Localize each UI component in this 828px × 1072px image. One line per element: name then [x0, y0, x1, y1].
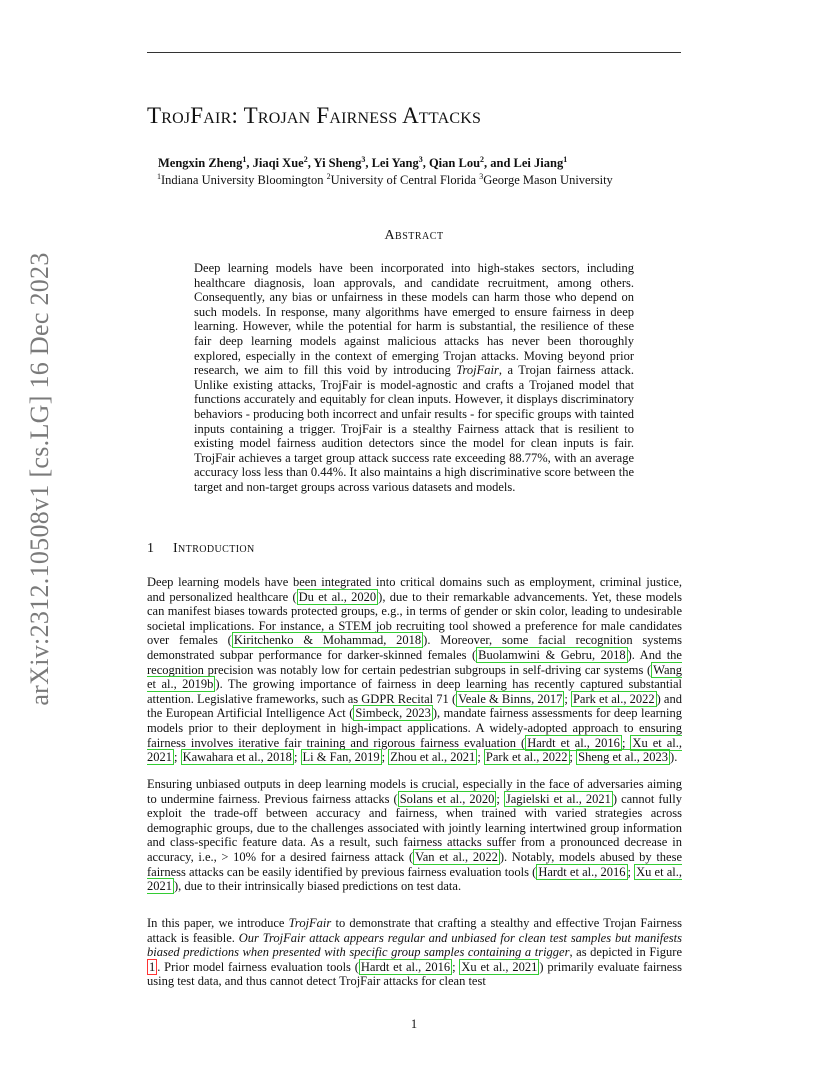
- author-separator: ,: [365, 156, 372, 170]
- author-name: Lei Jiang: [513, 156, 564, 170]
- text-run: In this paper, we introduce: [147, 916, 289, 930]
- author-affiliation-mark: 1: [563, 154, 568, 164]
- citation-link[interactable]: Xu et al., 2021: [461, 959, 538, 974]
- emphasis-text: TrojFair: [288, 916, 332, 930]
- citation-link[interactable]: Hardt et al., 2016: [527, 735, 620, 750]
- text-run: . Prior model fairness evaluation tools (: [157, 959, 359, 974]
- author-name: Yi Sheng: [313, 156, 362, 170]
- author-separator: ,: [422, 156, 429, 170]
- text-run: ;: [452, 959, 460, 974]
- text-run: ). Notably, models abused by these fairness attacks can be easily identified by previous fairness evaluation tools (: [147, 849, 683, 879]
- text-run: ;: [477, 750, 484, 765]
- text-run: ;: [627, 864, 635, 879]
- text-run: , as depicted in Figure: [569, 945, 682, 960]
- citation-link[interactable]: Solans et al., 2020: [399, 791, 495, 806]
- text-run: Deep learning models have been incorporated into high-stakes sectors, including healthcare diagnosis, loan approvals, and candidate recruitment, among others. Consequently, any bias or unfairness in these models can harm those who depend on such models. In response, many algorithms have emerged to ensure fairness in deep learning. However, while the potential for harm is substantial, the resilience of these fair deep learning models against malicious attacks has never been thoroughly explored, especially in the context of emerging Trojan attacks. Moving beyond prior research, we aim to fill this void by introducing: [194, 261, 634, 378]
- section-title: Introduction: [173, 541, 255, 556]
- text-run: ), mandate fairness assessments for deep learning models prior to their deployment in high-impact applications. A widely-adopted approach to ensuring fairness involves iterative fair training and rigorous fairness evaluation (: [147, 706, 683, 750]
- citation-link[interactable]: Wang et al., 2019b: [147, 662, 682, 692]
- paragraph: [147, 916, 682, 989]
- text-run: ;: [564, 691, 571, 706]
- citation-link[interactable]: Veale & Binns, 2017: [458, 691, 563, 706]
- text-run: ) and the European Artificial Intelligence Act (: [147, 691, 682, 721]
- paper-title: TrojFair: Trojan Fairness Attacks: [147, 103, 482, 128]
- paragraph: [147, 777, 682, 894]
- citation-link[interactable]: Xu et al., 2021: [147, 735, 682, 765]
- affiliation-name: University of Central Florida: [330, 173, 480, 187]
- text-run: Ensuring unbiased outputs in deep learning models is crucial, especially in the face of adversaries aiming to undermine fairness. Previous fairness attacks (: [147, 777, 682, 806]
- text-run: ;: [174, 750, 181, 765]
- citation-link[interactable]: Park et al., 2022: [572, 691, 655, 706]
- affiliation-mark: 3: [479, 171, 484, 181]
- abstract-heading: Abstract: [384, 228, 444, 243]
- author-affiliation-mark: 3: [361, 154, 366, 164]
- section-heading: [147, 541, 255, 557]
- citation-link[interactable]: Hardt et al., 2016: [538, 864, 626, 879]
- text-run: ;: [496, 791, 504, 806]
- text-run: , a Trojan fairness attack. Unlike existing attacks, TrojFair is model-agnostic and crafts a Trojaned model that functions accurately and equitably for clean inputs. However, it displays discriminatory behaviors - producing both incorrect and unfair results - for specific groups with tainted inputs containing a trigger. TrojFair is a stealthy Fairness attack that is resilient to existing model fairness audition detectors since the model for clean inputs is fair. TrojFair achieves a target group attack success rate exceeding 88.77%, with an average accuracy loss less than 0.44%. It also maintains a high discriminative score between the target and non-target groups across various datasets and models.: [194, 363, 635, 494]
- author-affiliation-mark: 2: [303, 154, 308, 164]
- citation-link[interactable]: Buolamwini & Gebru, 2018: [478, 647, 626, 662]
- author-name: Lei Yang: [371, 156, 419, 170]
- citation-link[interactable]: Sheng et al., 2023: [578, 750, 669, 765]
- arxiv-stamp-text: arXiv:2312.10508v1 [cs.LG] 16 Dec 2023: [25, 252, 54, 706]
- citation-link[interactable]: Kawahara et al., 2018: [182, 750, 292, 765]
- paragraph: [147, 575, 682, 765]
- affiliation-mark: 2: [326, 171, 331, 181]
- affiliations: [157, 173, 717, 188]
- emphasis-text: Our TrojFair attack appears regular and unbiased for clean test samples but manifests biased predictions when presented with specific group samples containing a trigger: [147, 930, 683, 960]
- title-rule: [147, 52, 681, 53]
- citation-link[interactable]: Kiritchenko & Mohammad, 2018: [233, 633, 422, 648]
- text-run: ;: [621, 735, 631, 750]
- text-run: ). The growing importance of fairness in deep learning has recently captured substantial attention. Legislative frameworks, such as GDPR Recital 71 (: [147, 677, 683, 706]
- text-run: ), due to their remarkable advancements. Yet, these models can manifest biases towards protected groups, e.g., in terms of gender or skin color, leading to undesirable societal implications. For instance, a STEM job recruiting tool showed a preference for male candidates over females (: [147, 589, 682, 648]
- citation-link[interactable]: Hardt et al., 2016: [360, 959, 451, 974]
- citation-link[interactable]: Xu et al., 2021: [147, 864, 682, 894]
- text-run: ) primarily evaluate fairness using test data, and thus cannot detect TrojFair attacks for clean test: [147, 959, 682, 989]
- affiliation-name: George Mason University: [483, 173, 613, 187]
- author-name: Qian Lou: [428, 156, 481, 170]
- page-number: 1: [410, 1017, 418, 1031]
- author-list: [158, 156, 718, 171]
- citation-link[interactable]: Jagielski et al., 2021: [505, 791, 611, 806]
- citation-link[interactable]: Li & Fan, 2019: [302, 750, 380, 765]
- text-run: Deep learning models have been integrated into critical domains such as employment, criminal justice, and personalized healthcare (: [147, 575, 682, 604]
- author-separator: , and: [484, 156, 514, 170]
- citation-link[interactable]: Van et al., 2022: [415, 849, 498, 864]
- citation-link[interactable]: Park et al., 2022: [485, 750, 568, 765]
- author-name: Jiaqi Xue: [252, 156, 304, 170]
- author-separator: ,: [307, 156, 314, 170]
- affiliation-mark: 1: [157, 171, 161, 181]
- emphasis-text: TrojFair: [456, 363, 499, 378]
- citation-link[interactable]: Simbeck, 2023: [355, 706, 431, 721]
- text-run: ;: [381, 750, 389, 765]
- text-run: ), due to their intrinsically biased predictions on test data.: [174, 879, 462, 894]
- citation-link[interactable]: Du et al., 2020: [298, 589, 377, 604]
- text-run: ) cannot fully exploit the trade-off between accuracy and fairness, when trained with varied strategies across demographic groups, due to the challenges associated with jointly learning intertwined group information and class-specific feature data. As a result, such fairness attacks suffer from a pronounced decrease in accuracy, i.e., > 10% for a desired fairness attack (: [147, 791, 683, 864]
- affiliation-name: Indiana University Bloomington: [161, 173, 327, 187]
- author-name: Mengxin Zheng: [158, 156, 243, 170]
- citation-link[interactable]: Zhou et al., 2021: [390, 750, 476, 765]
- text-run: to demonstrate that crafting a stealthy and effective Trojan Fairness attack is feasible.: [147, 916, 682, 945]
- text-run: ). Moreover, some facial recognition systems demonstrated subpar performance for darker-skinned females (: [147, 633, 682, 662]
- author-affiliation-mark: 3: [418, 154, 423, 164]
- section-number: 1: [147, 541, 155, 556]
- text-run: ;: [569, 750, 577, 765]
- text-run: ;: [293, 750, 301, 765]
- text-run: ). And the recognition precision was notably low for certain pedestrian subgroups in self-driving car systems (: [147, 647, 682, 677]
- author-separator: ,: [246, 156, 253, 170]
- figure-ref-link[interactable]: 1: [149, 959, 156, 974]
- abstract-text: [194, 261, 634, 495]
- author-affiliation-mark: 2: [480, 154, 485, 164]
- author-affiliation-mark: 1: [242, 154, 247, 164]
- text-run: ).: [670, 750, 678, 765]
